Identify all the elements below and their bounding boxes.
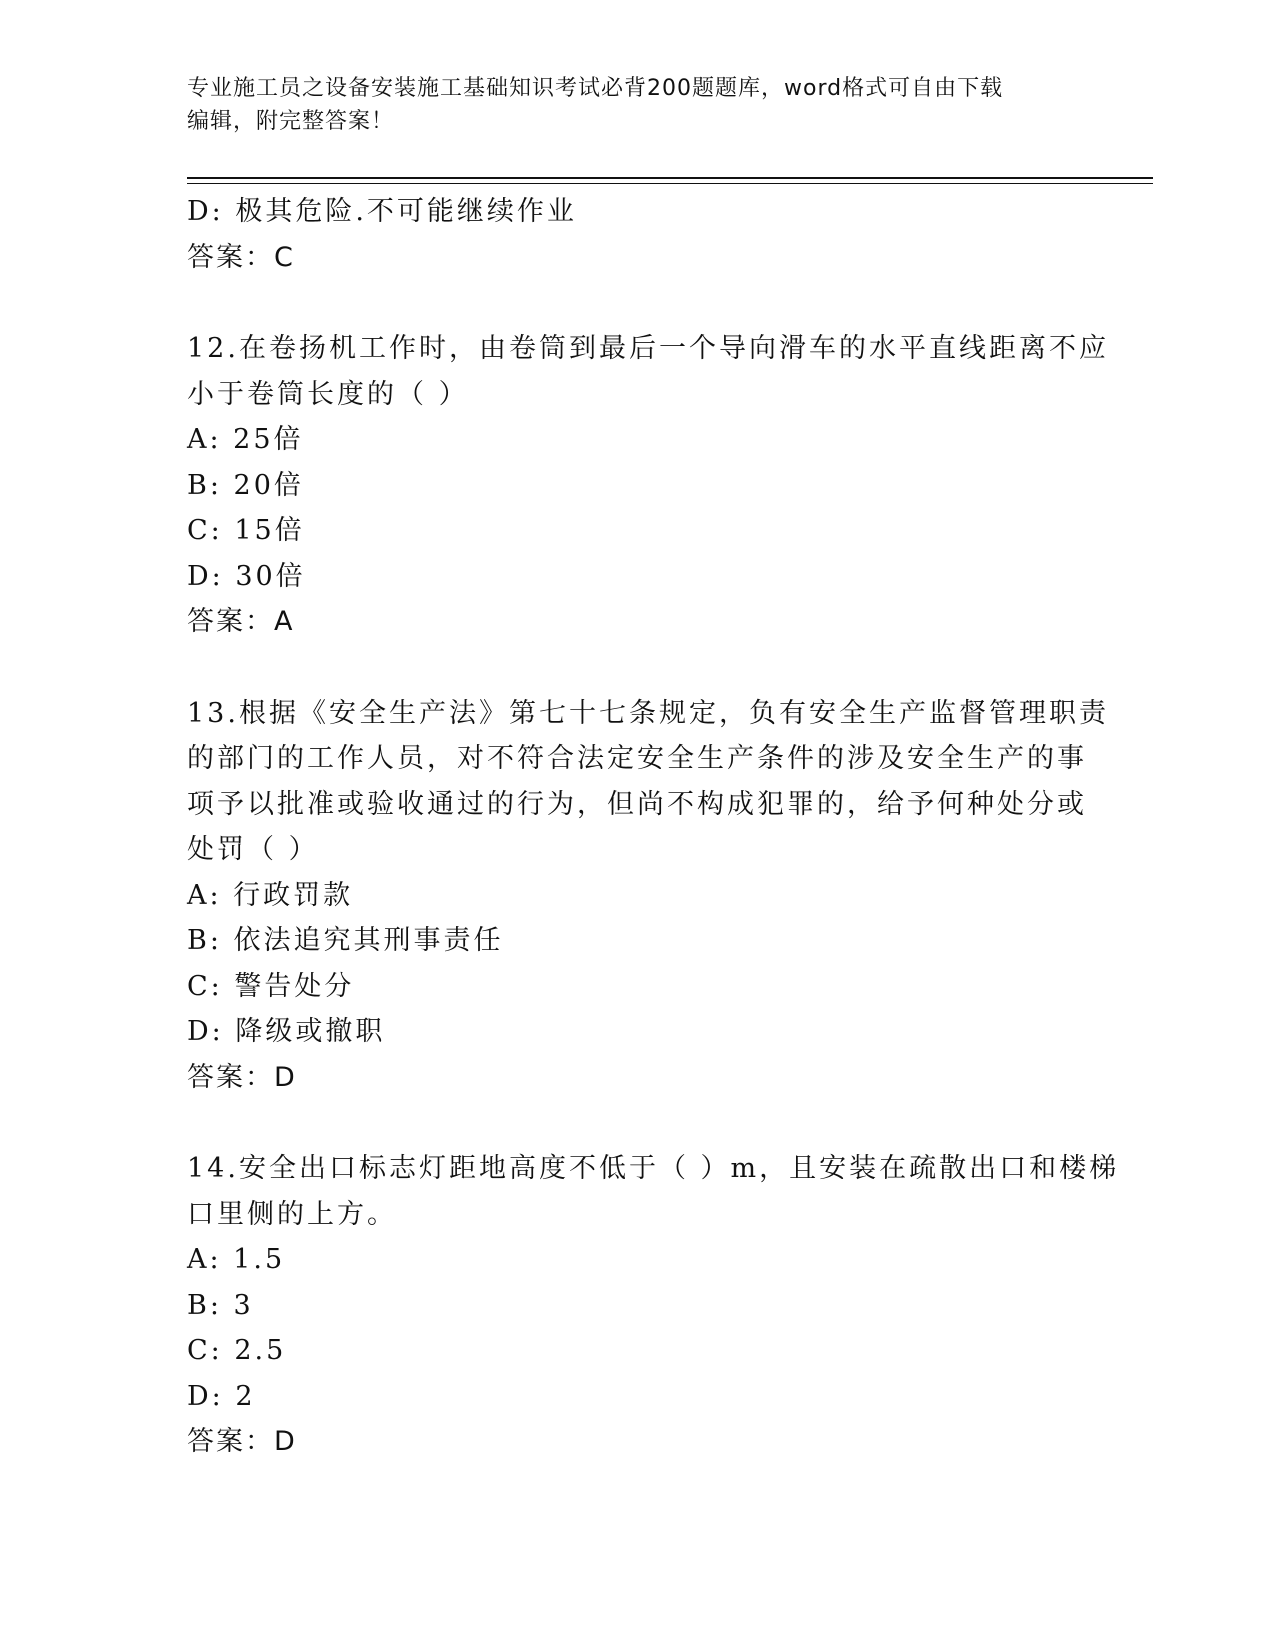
option-b: B: 3: [187, 1289, 254, 1321]
option-d: D: 30倍: [187, 560, 306, 592]
option-a: A: 1.5: [187, 1244, 286, 1275]
answer-line: 答案：D: [187, 1061, 297, 1093]
option-b: B: 20倍: [187, 469, 304, 501]
header-divider-thin: [187, 183, 1153, 184]
option-d: D: 极其危险.不可能继续作业: [187, 196, 577, 227]
question-stem-line: 口里侧的上方。: [187, 1198, 397, 1230]
option-c: C: 2.5: [187, 1335, 287, 1366]
question-stem-line: 14.安全出口标志灯距地高度不低于（ ）m，且安装在疏散出口和楼梯: [187, 1153, 1120, 1184]
question-stem-line: 12.在卷扬机工作时，由卷筒到最后一个导向滑车的水平直线距离不应: [187, 333, 1109, 364]
option-c: C: 警告处分: [187, 970, 355, 1002]
header-divider-thick: [187, 177, 1153, 179]
option-c: C: 15倍: [187, 515, 305, 546]
document-header: [187, 72, 1087, 138]
question-content: [187, 189, 1120, 1465]
question-stem-line: 小于卷筒长度的（ ）: [187, 378, 469, 410]
answer-line: 答案：A: [187, 606, 295, 637]
option-b: B: 依法追究其刑事责任: [187, 925, 504, 956]
answer-line: 答案：C: [187, 241, 295, 273]
question-stem-line: 的部门的工作人员，对不符合法定安全生产条件的涉及安全生产的事: [187, 743, 1087, 774]
question-14: [187, 1146, 1120, 1465]
option-a: A: 行政罚款: [187, 879, 354, 911]
question-13: [187, 691, 1109, 1101]
option-a: A: 25倍: [187, 424, 304, 455]
question-stem-line: 13.根据《安全生产法》第七十七条规定，负有安全生产监督管理职责: [187, 697, 1109, 729]
header-line-2: 编辑，附完整答案！: [187, 109, 395, 134]
answer-line: 答案：D: [187, 1426, 297, 1457]
question-12: [187, 326, 1109, 645]
option-d: D: 2: [187, 1380, 256, 1412]
option-d: D: 降级或撤职: [187, 1016, 386, 1047]
header-line-1: 专业施工员之设备安装施工基础知识考试必背200题题库，word格式可自由下载: [187, 76, 1004, 101]
question-stem-line: 项予以批准或验收通过的行为，但尚不构成犯罪的，给予何种处分或: [187, 788, 1087, 820]
question-stem-line: 处罚（ ）: [187, 834, 319, 865]
